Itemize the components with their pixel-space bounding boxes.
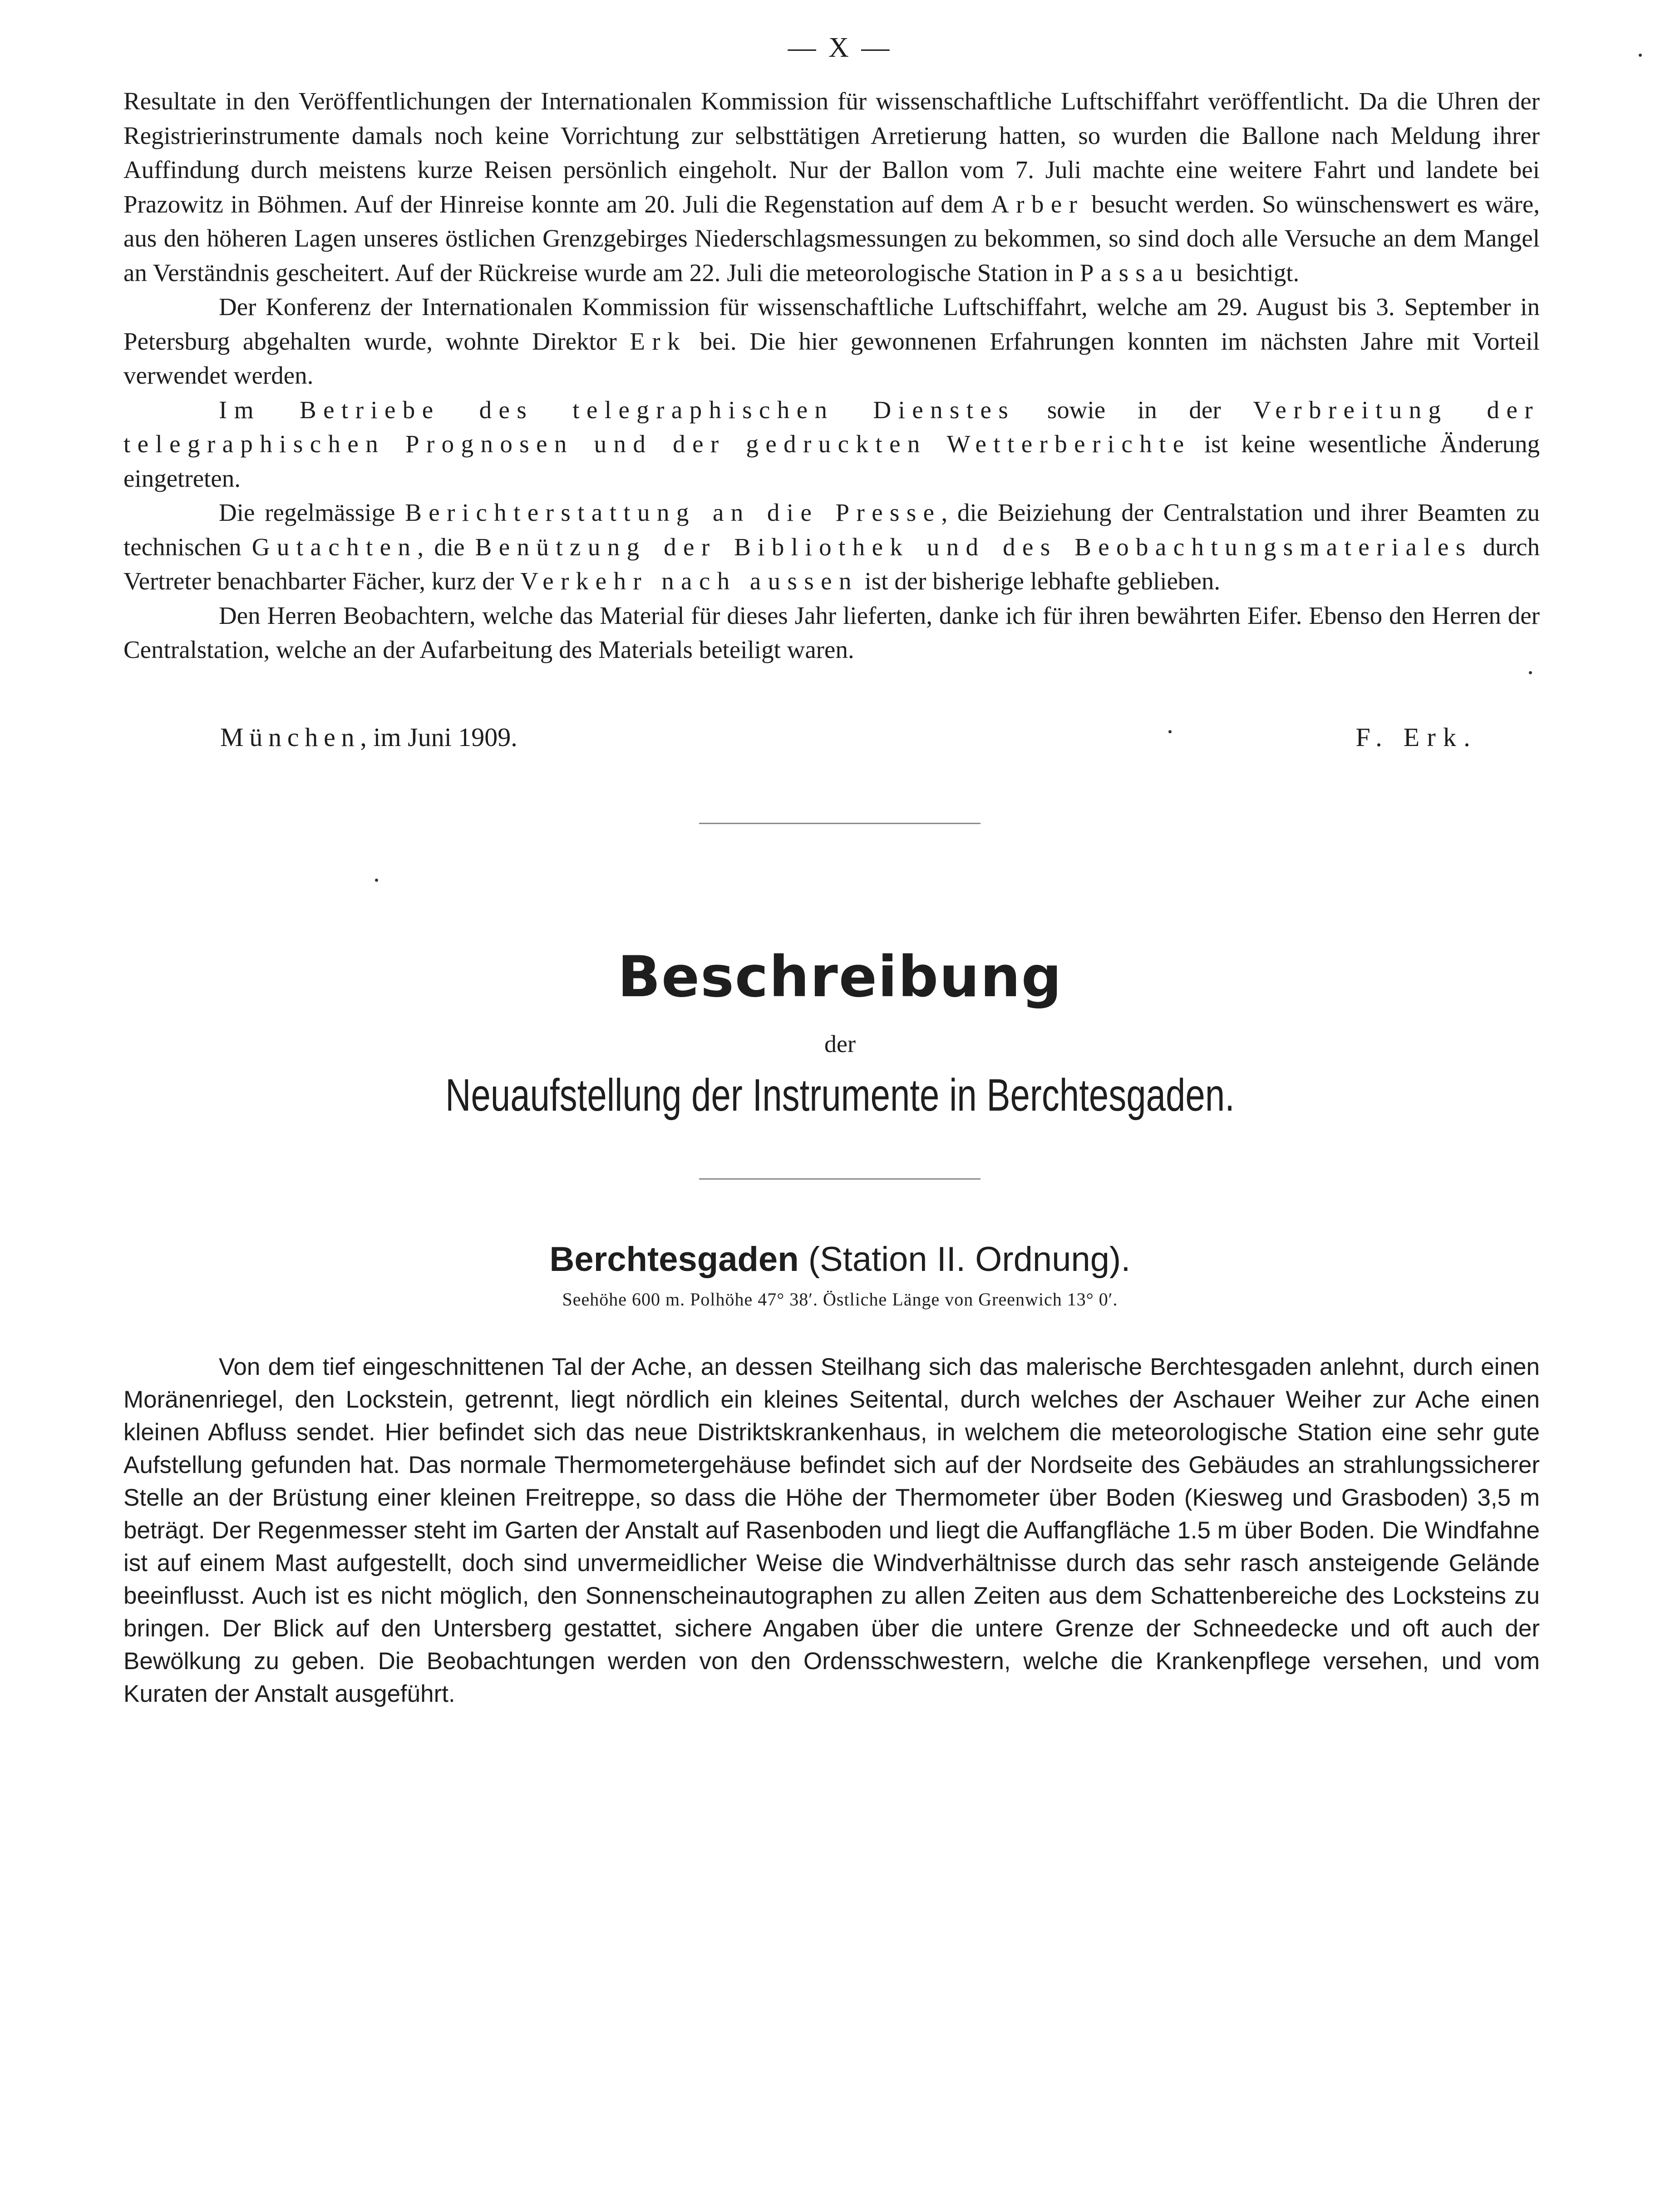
- report-text: [123, 84, 1540, 667]
- spaced-library: Benützung der Bibliothek und des Beobachtungsmateriales: [475, 533, 1473, 561]
- station-coordinates: Seehöhe 600 m. Polhöhe 47° 38′. Östliche Länge von Greenwich 13° 0′.: [562, 1289, 1118, 1310]
- scan-speck: [1529, 671, 1532, 674]
- spaced-gutachten: Gutachten: [251, 533, 418, 561]
- signature-city: München: [220, 722, 360, 752]
- spaced-passau: Passau: [1079, 258, 1190, 287]
- page-number: — X —: [788, 32, 892, 63]
- signature-name: F. Erk.: [1355, 722, 1478, 752]
- station-description: [123, 1351, 1540, 1710]
- section-title: Beschreibung: [617, 944, 1063, 1010]
- scan-speck: [375, 879, 378, 882]
- spaced-forecasts: Verbreitung der telegraphischen Prognosen und der gedruckten Wetterberichte: [123, 395, 1540, 458]
- signature-place-date: [220, 722, 517, 752]
- signature-row: [220, 722, 1478, 752]
- paragraph-telegraph: Im Betriebe des telegraphischen Dienstes sowie in der Verbreitung der telegraphischen Prognosen und der gedruckten Wetterberichte ist keine wesentliche Änderung eingetreten.: [123, 395, 1540, 492]
- spaced-telegraph-service: Im Betriebe des telegraphischen Dienstes: [219, 395, 1015, 424]
- station-paragraph: Von dem tief eingeschnittenen Tal der Ache, an dessen Steilhang sich das malerische Berchtesgaden anlehnt, durch einen Moränenriegel, den Lockstein, getrennt, liegt nördlich ein kleines Seitental, durch welches der Aschauer Weiher zur Ache einen kleinen Abfluss sendet. Hier befindet sich das neue Distriktskrankenhaus, in welchem die meteorologische Station eine sehr gute Aufstellung gefunden hat. Das normale Thermometergehäuse befindet sich auf der Nordseite des Gebäudes an strahlungssicherer Stelle an der Brüstung einer kleinen Freitreppe, so dass die Höhe der Thermometer über Boden (Kiesweg und Grasboden) 3,5 m beträgt. Der Regenmesser steht im Garten der Anstalt auf Rasenboden und liegt die Auffangfläche 1.5 m über Boden. Die Windfahne ist auf einem Mast aufgestellt, doch sind unvermeidlicher Weise die Windverhältnisse durch das sehr rasch ansteigende Gelände beeinflusst. Auch ist es nicht möglich, den Sonnenscheinautographen zu allen Zeiten aus dem Schattenbereiche des Locksteins zu bringen. Der Blick auf den Untersberg gestattet, sichere Angaben über die untere Grenze der Schneedecke und oft auch der Bewölkung zu geben. Die Beobachtungen werden von den Ordensschwestern, welche die Krankenpflege versehen, und vom Kuraten der Anstalt ausgeführt.: [123, 1354, 1540, 1707]
- spaced-press-reporting: Berichterstattung an die Presse: [405, 499, 941, 526]
- spaced-erk: Erk: [630, 327, 687, 355]
- paragraph-thanks: Den Herren Beobachtern, welche das Material für dieses Jahr lieferten, danke ich für ihren bewährten Eifer. Ebenso den Herren der Centralstation, welche an der Aufarbeitung des Materials beteiligt waren.: [123, 601, 1540, 663]
- spaced-arber: Arber: [991, 190, 1084, 218]
- paragraph-conference: Der Konferenz der Internationalen Kommission für wissenschaftliche Luftschiffahrt, welche am 29. August bis 3. September in Petersburg abgehalten wurde, wohnte Direktor Erk bei. Die hier gewonnenen Erfahrungen konnten im nächsten Jahre mit Vorteil verwendet werden.: [123, 293, 1540, 389]
- paragraph-balloons: Resultate in den Veröffentlichungen der Internationalen Kommission für wissenschaftliche Luftschiffahrt veröffentlicht. Da die Uhren der Registrierinstrumente damals noch keine Vorrichtung zur selbsttätigen Arretierung hatten, so wurden die Ballone nach Meldung ihrer Auffindung durch meistens kurze Reisen persönlich eingeholt. Nur der Ballon vom 7. Juli machte eine weitere Fahrt und landete bei Prazowitz in Böhmen. Auf der Hinreise konnte am 20. Juli die Regenstation auf dem Arber besucht werden. So wünschenswert es wäre, aus den höheren Lagen unseres östlichen Grenzgebirges Niederschlagsmessungen zu bekommen, so sind doch alle Versuche an dem Mangel an Verständnis gescheitert. Auf der Rückreise wurde am 22. Juli die meteorologische Station in Passau besichtigt.: [123, 87, 1540, 287]
- divider-rule: [699, 1178, 980, 1180]
- scan-speck: [1639, 54, 1642, 57]
- signature-date: , im Juni 1909.: [360, 722, 517, 752]
- scan-speck: [1168, 730, 1172, 733]
- section-connector: der: [824, 1030, 856, 1058]
- station-classification: (Station II. Ordnung).: [808, 1240, 1131, 1279]
- station-name: Berchtesgaden: [549, 1240, 799, 1279]
- spaced-traffic: Verkehr nach aussen: [520, 567, 858, 595]
- divider-rule: [699, 823, 980, 824]
- station-heading: [0, 1240, 1680, 1279]
- section-subtitle: Neuaufstellung der Instrumente in Berchtesgaden.: [445, 1070, 1235, 1121]
- paragraph-press: Die regelmässige Berichterstattung an die Presse, die Beiziehung der Centralstation und ihrer Beamten zu technischen Gutachten, die Benützung der Bibliothek und des Beobachtungsmateriales durch Vertreter benachbarter Fächer, kurz der Verkehr nach aussen ist der bisherige lebhafte geblieben.: [123, 499, 1540, 595]
